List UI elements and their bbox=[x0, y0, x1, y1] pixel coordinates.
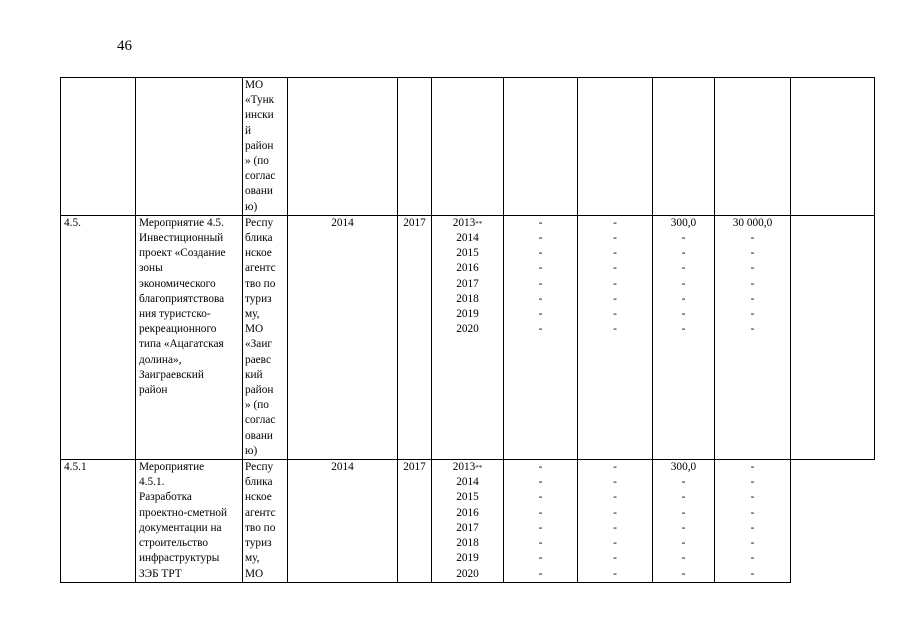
executor-cell: Респу блика нское агентс тво по туриз му, МО bbox=[243, 460, 288, 583]
notes-cell bbox=[791, 78, 875, 216]
years-cell: 2013** 2014 2015 2016 2017 2018 2019 2020 bbox=[432, 460, 504, 583]
start-year-cell: 2014 bbox=[288, 460, 398, 583]
table-row bbox=[61, 460, 875, 583]
table-row bbox=[61, 78, 875, 216]
value-cell-d: - - - - - - - - bbox=[715, 460, 791, 583]
value-cell-a bbox=[504, 78, 578, 216]
value-cell-d bbox=[715, 78, 791, 216]
value-cell-b bbox=[578, 78, 653, 216]
value-cell-c: 300,0 - - - - - - - bbox=[653, 215, 715, 459]
value-cell-c bbox=[653, 78, 715, 216]
page-number: 46 bbox=[117, 38, 132, 54]
name-cell bbox=[136, 78, 243, 216]
years-cell: 2013** 2014 2015 2016 2017 2018 2019 2020 bbox=[432, 215, 504, 459]
name-cell: Мероприятие 4.5.1. Разработка проектно-сметной документации на строительство инфраструктуры ЗЭБ ТРТ bbox=[136, 460, 243, 583]
code-cell: 4.5.1 bbox=[61, 460, 136, 583]
code-cell: 4.5. bbox=[61, 215, 136, 459]
end-year-cell bbox=[398, 78, 432, 216]
footnote-mark: ** bbox=[475, 464, 483, 473]
value-cell-c: 300,0 - - - - - - - bbox=[653, 460, 715, 583]
notes-cell bbox=[791, 215, 875, 459]
program-table bbox=[60, 77, 875, 583]
footnote-mark: ** bbox=[475, 219, 483, 228]
notes-cell bbox=[791, 460, 875, 583]
table-row bbox=[61, 215, 875, 459]
code-cell bbox=[61, 78, 136, 216]
executor-cell: МО «Тунк ински й район » (по соглас овани ю) bbox=[243, 78, 288, 216]
value-cell-a: - - - - - - - - bbox=[504, 460, 578, 583]
value-cell-a: - - - - - - - - bbox=[504, 215, 578, 459]
value-cell-d: 30 000,0 - - - - - - - bbox=[715, 215, 791, 459]
start-year-cell bbox=[288, 78, 398, 216]
name-cell: Мероприятие 4.5. Инвестиционный проект «Создание зоны экономического благоприятствова ния туристско- рекреационного типа «Ацагатская долина», Заиграевский район bbox=[136, 215, 243, 459]
end-year-cell: 2017 bbox=[398, 460, 432, 583]
end-year-cell: 2017 bbox=[398, 215, 432, 459]
executor-cell: Респу блика нское агентс тво по туриз му, МО «Заиг раевс кий район » (по соглас овани ю) bbox=[243, 215, 288, 459]
value-cell-b: - - - - - - - - bbox=[578, 215, 653, 459]
start-year-cell: 2014 bbox=[288, 215, 398, 459]
years-cell bbox=[432, 78, 504, 216]
value-cell-b: - - - - - - - - bbox=[578, 460, 653, 583]
